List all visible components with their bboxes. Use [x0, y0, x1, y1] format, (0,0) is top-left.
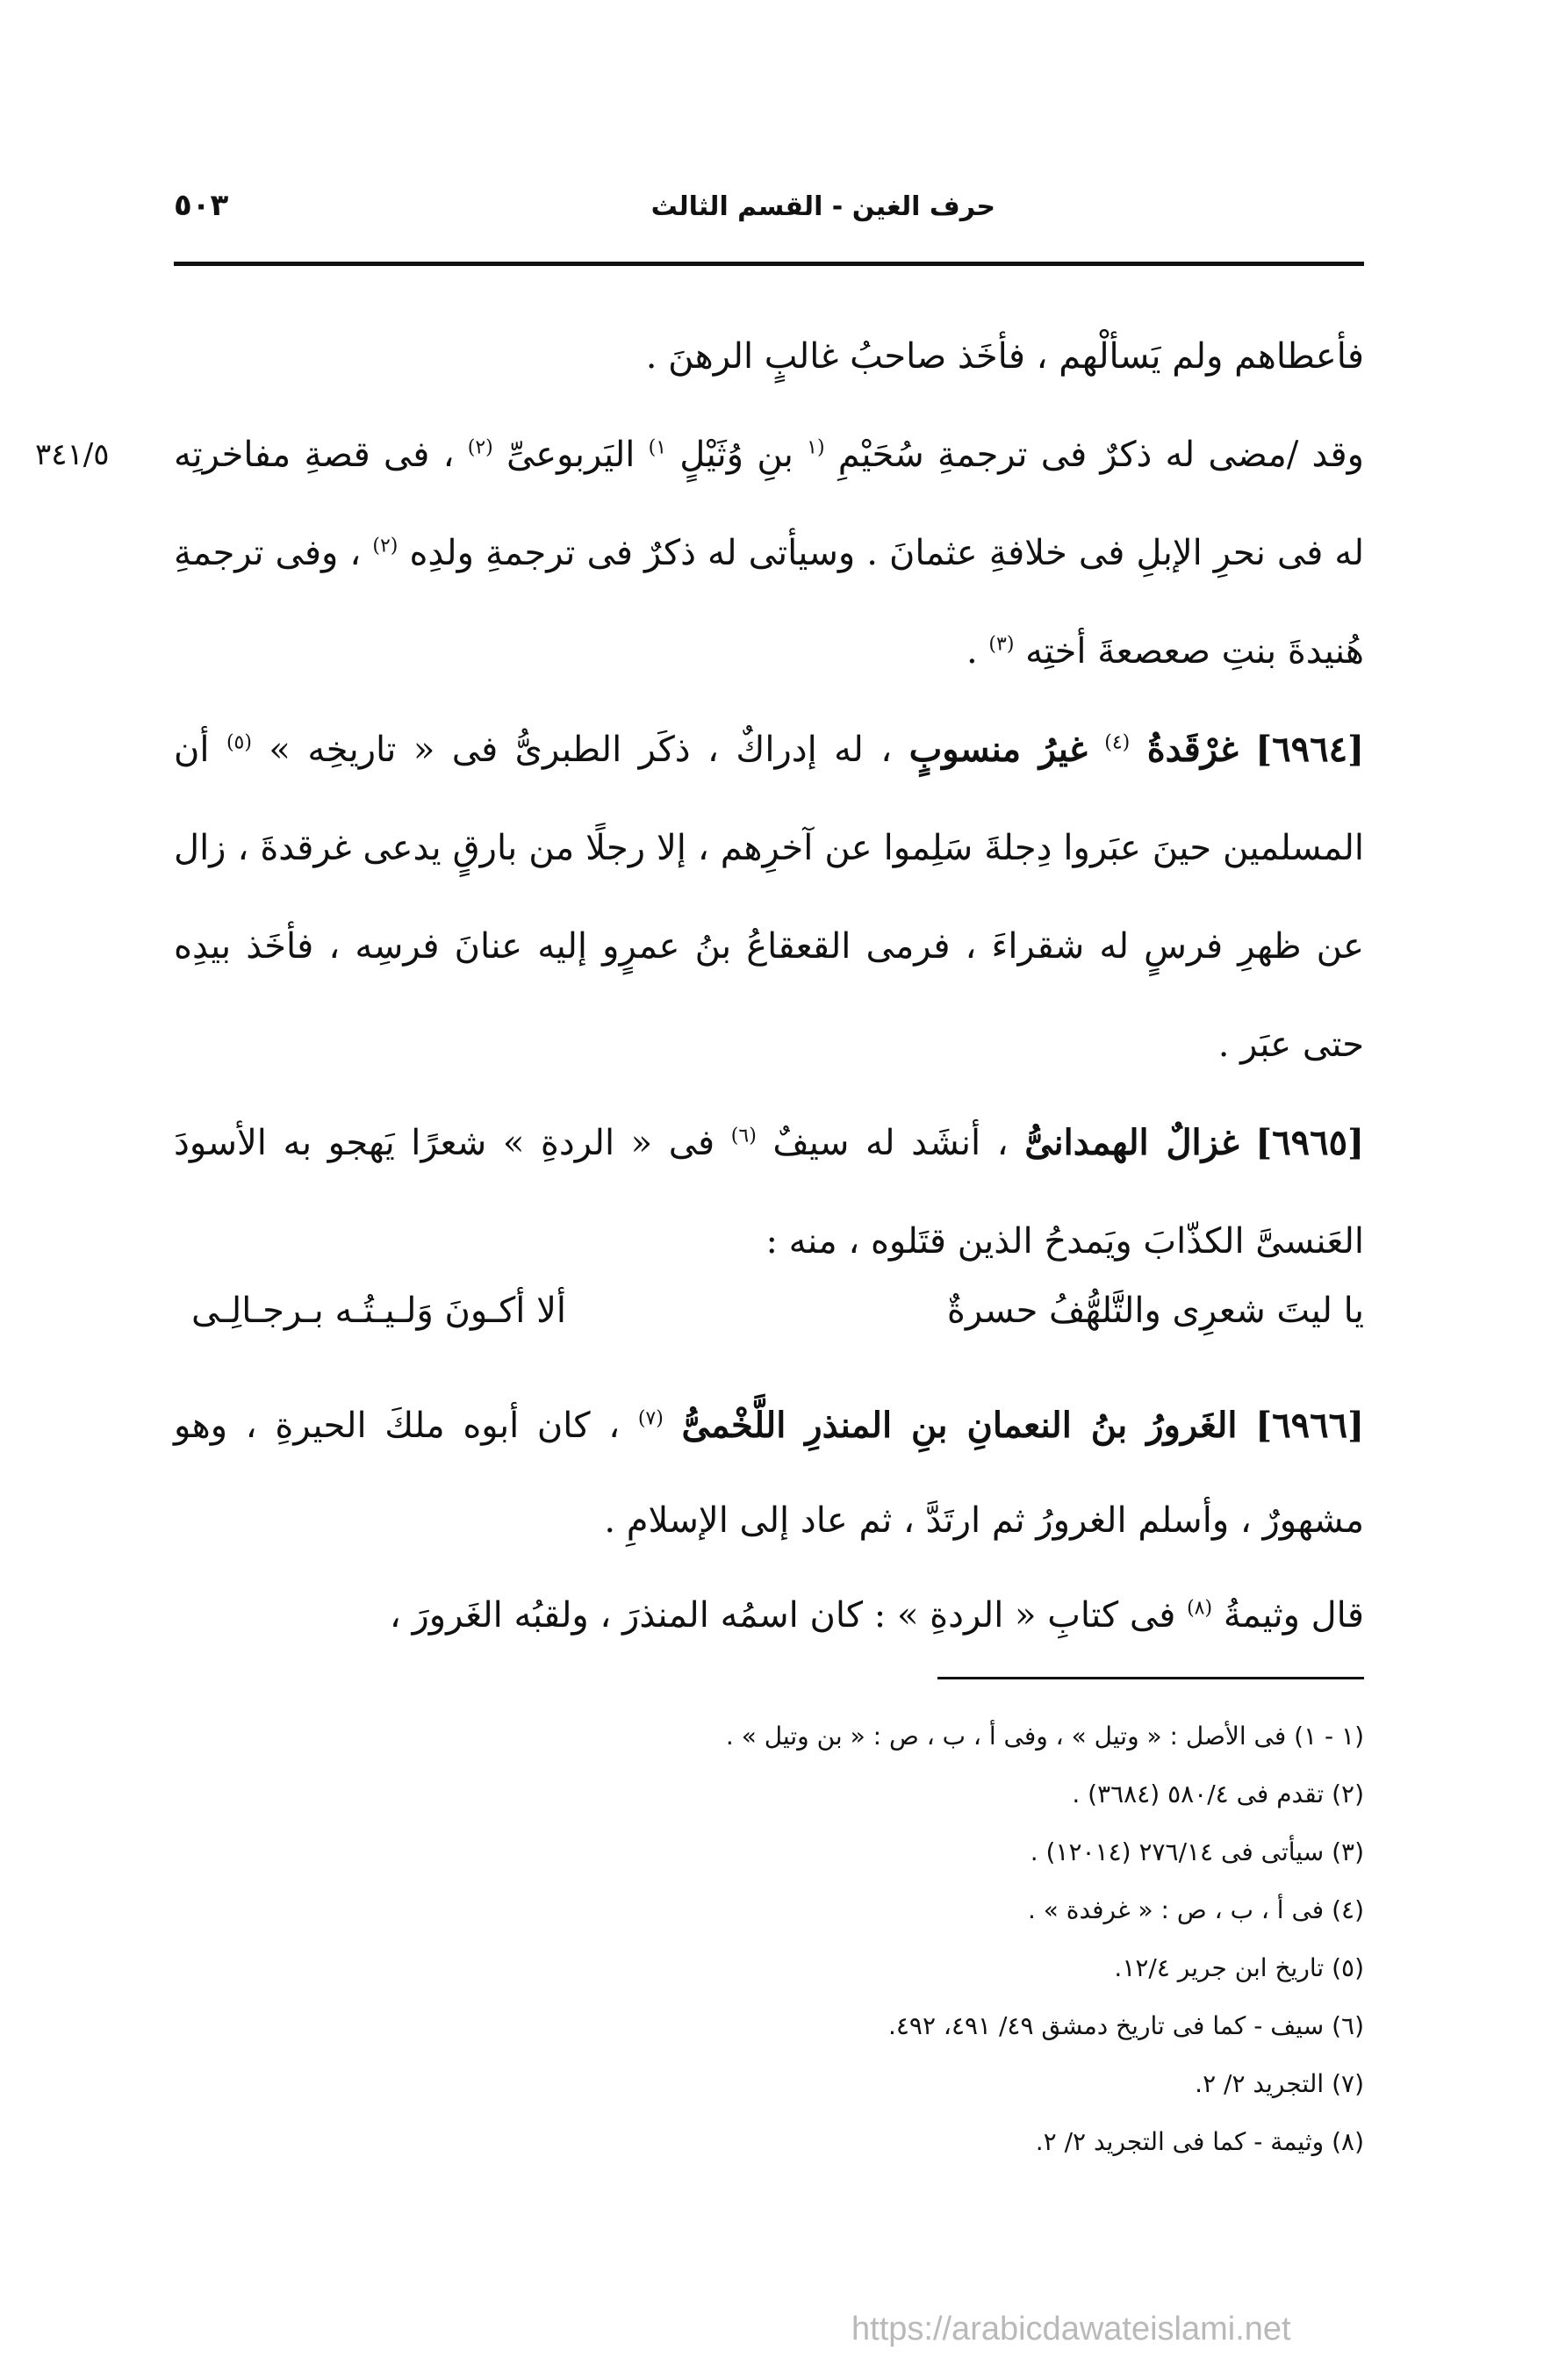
- entry-6966: [174, 1378, 1364, 1568]
- page-number: ٥٠٣: [174, 188, 229, 223]
- paragraph-1: [174, 307, 1364, 406]
- footnote-ref: (٦): [730, 1125, 757, 1147]
- footnote-ref: (٣): [988, 633, 1015, 656]
- main-text: [174, 307, 1364, 1291]
- paragraph-text: ، فى قصةِ مفاخرتِه له فى نحرِ الإبلِ فى خلافةِ عثمانَ . وسيأتى له ذكرٌ فى ترجمةِ ولدِه: [174, 435, 1365, 573]
- footnotes: [174, 1708, 1364, 2171]
- paragraph-2: [174, 406, 1364, 701]
- entry-number: [٦٩٦٦]: [1255, 1405, 1365, 1446]
- paragraph-text: .: [966, 631, 978, 672]
- margin-reference: ٣٤١/٥: [35, 437, 110, 472]
- entry-text: أن المسلمين حينَ عبَروا دِجلةَ سَلِموا عن آخرِهم ، إلا رجلًا من بارقٍ يدعى غرقدةَ ، زال عن ظهرِ فرسٍ له شقراءَ ، فرمى القعقاعُ بنُ عمرٍو إليه عنانَ فرسِه ، فأخَذ بيدِه حتى عبَر .: [174, 730, 1364, 1065]
- footnote-ref: (٢): [467, 436, 493, 459]
- paragraph-text: وقد /مضى له ذكرٌ فى ترجمةِ سُحَيْمِ: [837, 435, 1364, 475]
- footnote-ref: (٢): [372, 535, 399, 557]
- poetry-verse: [174, 1291, 1364, 1361]
- footnote-ref: (٥): [226, 731, 252, 754]
- running-title: حرف الغين - القسم الثالث: [650, 191, 995, 222]
- paragraph-text: ، وفى ترجمةِ هُنيدةَ بنتِ صعصعةَ أختِه: [174, 533, 1364, 672]
- verse-first-hemistich: يا ليتَ شعرِى والتَّلهُّفُ حسرةٌ: [946, 1291, 1364, 1331]
- footnote-item: (١ - ١) فى الأصل : « وتيل » ، وفى أ ، ب ، ص : « بن وتيل » .: [725, 1722, 1364, 1751]
- footnote-item: (٢) تقدم فى ٥٨٠/٤ (٣٦٨٤) .: [1072, 1780, 1364, 1808]
- entry-6965: [174, 1094, 1364, 1291]
- footnote-ref: (٨): [1187, 1597, 1213, 1620]
- page-header: [174, 176, 1364, 237]
- footnote-item: (٤) فى أ ، ب ، ص : « غرفدة » .: [1027, 1895, 1364, 1924]
- entry-number: [٦٩٦٥]: [1255, 1122, 1365, 1163]
- entry-text: فى « الردةِ » شعرًا يَهجو به الأسودَ العَنسىَّ الكذّابَ ويَمدحُ الذين قتَلوه ، منه :: [174, 1123, 1364, 1262]
- entry-name: الغَرورُ بنُ النعمانِ بنِ المنذرِ اللَّخْمىُّ: [681, 1405, 1238, 1446]
- footnote-item: (٣) سيأتى فى ٢٧٦/١٤ (١٢٠١٤) .: [1030, 1837, 1364, 1866]
- entry-name: غرْقَدةُ: [1146, 729, 1239, 770]
- paragraph-last: [174, 1568, 1364, 1663]
- paragraph-text: بنِ وُثَيْلٍ: [679, 435, 794, 475]
- entry-text: ، أنشَد له سيفٌ: [772, 1123, 1009, 1163]
- footnote-item: (٥) تاريخ ابن جرير ١٢/٤.: [1114, 1953, 1364, 1982]
- footnote-ref: (٧): [637, 1407, 664, 1430]
- header-rule: [174, 262, 1364, 266]
- entry-text: ، كان أبوه ملكَ الحيرةِ ، وهو مشهورٌ ، وأسلم الغرورُ ثم ارتَدَّ ، ثم عاد إلى الإسلامِ .: [174, 1406, 1364, 1541]
- paragraph-text: اليَربوعىِّ: [506, 435, 636, 475]
- footnote-item: (٨) وثيمة - كما فى التجريد ٢/ ٢.: [1035, 2127, 1364, 2156]
- verse-second-hemistich: ألا أكـونَ وَلـيـتُـه بـرجـالِـى: [191, 1291, 567, 1331]
- footnote-ref: (١: [807, 436, 825, 459]
- footnote-ref: (٤): [1104, 731, 1131, 754]
- paragraph-text: فأعطاهم ولم يَسألْهم ، فأخَذ صاحبُ غالبٍ الرهنَ .: [645, 336, 1364, 377]
- footnote-item: (٦) سيف - كما فى تاريخ دمشق ٤٩/ ٤٩١، ٤٩٢.: [887, 2011, 1364, 2040]
- footnote-item: (٧) التجريد ٢/ ٢.: [1195, 2069, 1364, 2098]
- paragraph-text: قال وثيمةُ: [1223, 1595, 1364, 1636]
- footnote-separator: [937, 1677, 1364, 1679]
- watermark-url: https://arabicdawateislami.net: [851, 2311, 1291, 2348]
- entry-text: ، له إدراكٌ ، ذكَر الطبرىُّ فى « تاريخِه »: [269, 730, 893, 770]
- entry-6964: [174, 701, 1364, 1094]
- footnote-ref: ١): [648, 436, 667, 459]
- entry-name-qualifier: غيرُ منسوبٍ: [908, 729, 1088, 770]
- entry-name: غزالٌ الهمدانىُّ: [1024, 1122, 1239, 1163]
- main-text-continued: [174, 1378, 1364, 1663]
- paragraph-text: فى كتابِ « الردةِ » : كان اسمُه المنذرَ ، ولقبُه الغَرورَ ،: [389, 1595, 1176, 1636]
- entry-number: [٦٩٦٤]: [1255, 729, 1365, 770]
